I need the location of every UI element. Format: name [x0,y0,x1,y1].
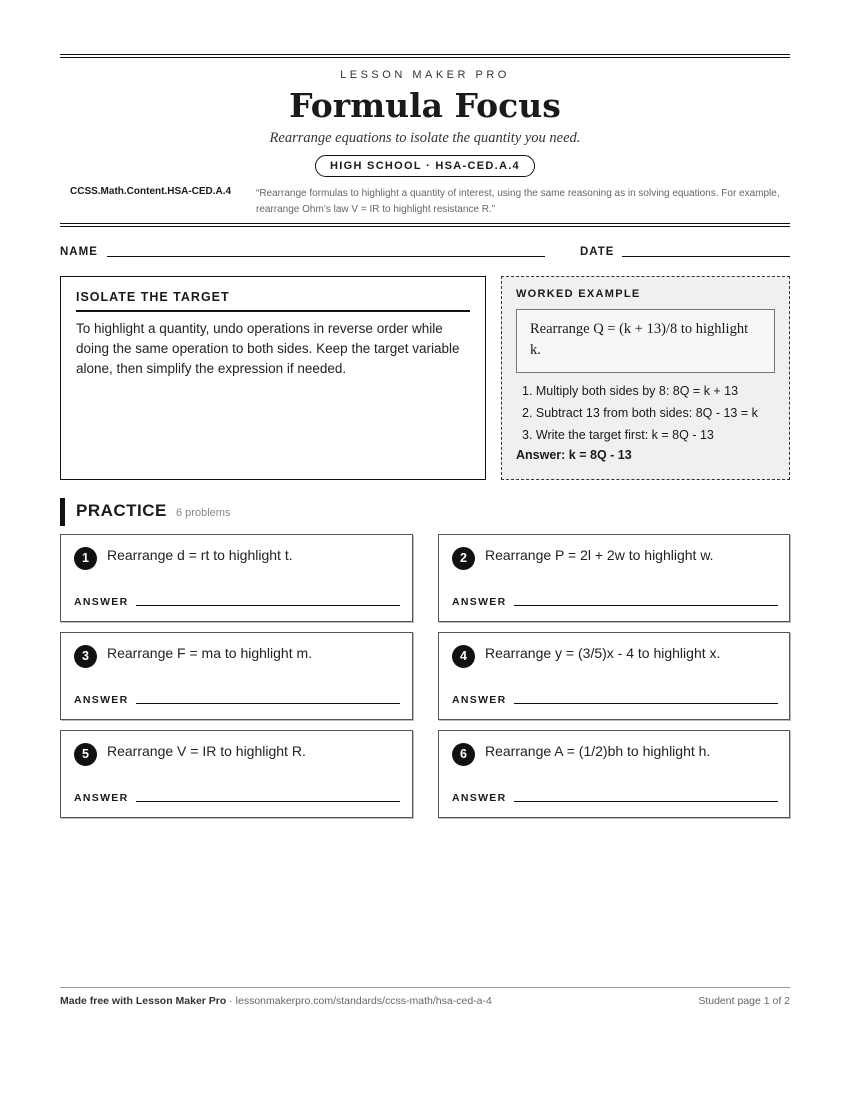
isolate-body: To highlight a quantity, undo operations in reverse order while doing the same operation to both sides. Keep the target variable alone, then simplify the expression if needed. [76,321,460,376]
answer-line[interactable] [514,703,778,704]
practice-header [60,498,460,526]
grade-standard-badge: HIGH SCHOOL · HSA-CED.A.4 [315,155,535,177]
answer-label: ANSWER [452,792,507,804]
date-field-line[interactable] [622,256,790,257]
problem-number: 2 [452,547,475,570]
page-footer [60,987,790,1007]
page-subtitle: Rearrange equations to isolate the quantity you need. [269,130,581,146]
date-label: DATE [580,246,615,258]
standard-text: “Rearrange formulas to highlight a quantity of interest, using the same reasoning as in solving equations. For example, rearrange Ohm’s law V = IR to highlight resistance R.” [256,188,780,215]
problem-number: 3 [74,645,97,668]
worksheet-page [60,54,790,804]
problem-text: Rearrange F = ma to highlight m. [107,645,313,661]
answer-line[interactable] [136,801,400,802]
header-double-rule [60,223,790,227]
answer-label: ANSWER [74,792,129,804]
footer-page-number: Student page 1 of 2 [698,995,790,1007]
answer-line[interactable] [514,801,778,802]
isolate-heading: ISOLATE THE TARGET [76,290,470,312]
practice-accent-bar [60,498,65,526]
problem-text: Rearrange V = IR to highlight R. [107,743,306,759]
problem-text: Rearrange P = 2l + 2w to highlight w. [485,547,714,563]
footer-url[interactable]: · lessonmakerpro.com/standards/ccss-math/hsa-ced-a-4 [226,995,492,1007]
practice-problem-card [60,632,413,720]
practice-problem-card [438,632,790,720]
practice-problem-card [438,730,790,818]
footer-made-with: Made free with Lesson Maker Pro [60,995,227,1007]
practice-problem-card [60,534,413,622]
practice-count: 6 problems [176,507,231,519]
answer-label: ANSWER [452,694,507,706]
answer-line[interactable] [136,703,400,704]
standard-description [60,182,790,216]
practice-problem-card [438,534,790,622]
problem-number: 4 [452,645,475,668]
brand-name: LESSON MAKER PRO [340,69,510,81]
worked-example-problem: Rearrange Q = (k + 13)/8 to highlight k. [516,309,775,373]
isolate-target-box [60,276,486,480]
worked-example-box [501,276,790,480]
problem-text: Rearrange y = (3/5)x - 4 to highlight x. [485,645,721,661]
worked-example-steps [516,380,775,446]
standard-code: CCSS.Math.Content.HSA-CED.A.4 [70,186,232,197]
page-title: Formula Focus [289,86,561,125]
worked-step: 1. Multiply both sides by 8: 8Q = k + 13 [522,384,739,398]
practice-title: PRACTICE [76,501,167,520]
answer-label: ANSWER [74,694,129,706]
problem-number: 6 [452,743,475,766]
worked-step: 3. Write the target first: k = 8Q - 13 [522,428,714,442]
answer-label: ANSWER [74,596,129,608]
problem-number: 1 [74,547,97,570]
problem-text: Rearrange A = (1/2)bh to highlight h. [485,743,711,759]
answer-line[interactable] [136,605,400,606]
top-double-rule [60,54,790,58]
worked-step: 2. Subtract 13 from both sides: 8Q - 13 = k [522,406,758,420]
worked-example-answer: Answer: k = 8Q - 13 [516,448,632,462]
answer-label: ANSWER [452,596,507,608]
practice-problem-card [60,730,413,818]
name-date-row [60,245,790,265]
name-label: NAME [60,246,98,258]
worked-example-heading: WORKED EXAMPLE [516,288,641,300]
problem-text: Rearrange d = rt to highlight t. [107,547,293,563]
name-field-line[interactable] [107,256,545,257]
answer-line[interactable] [514,605,778,606]
problem-number: 5 [74,743,97,766]
